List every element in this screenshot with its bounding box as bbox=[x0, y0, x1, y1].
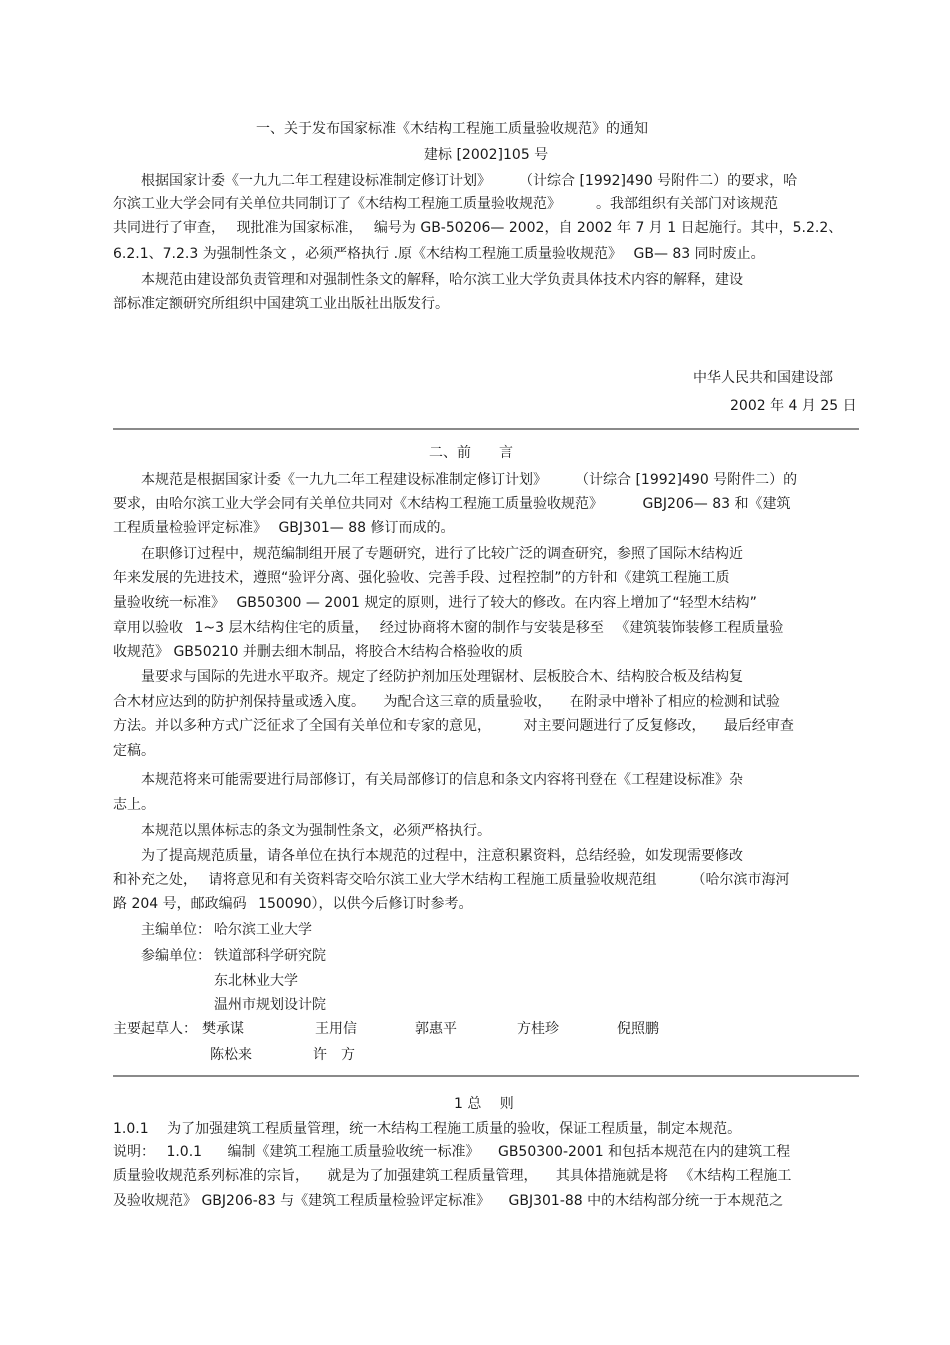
explanation-line: 质量验收规范系列标准的宗旨， 就是为了加强建筑工程质量管理， 其具体措施就是将 《木结构工程施工 bbox=[113, 1168, 792, 1184]
chief-unit-label: 主编单位： bbox=[141, 922, 211, 938]
participating-unit: 东北林业大学 bbox=[214, 973, 298, 989]
preface-paragraph-line: 本规范将来可能需要进行局部修订，有关局部修订的信息和条文内容将刊登在《工程建设标准》杂 bbox=[141, 772, 743, 788]
preface-paragraph-line: 本规范以黑体标志的条文为强制性条文，必须严格执行。 bbox=[141, 823, 491, 839]
clause-1-0-1: 1.0.1 为了加强建筑工程质量管理，统一木结构工程施工质量的验收，保证工程质量，制定本规范。 bbox=[113, 1121, 742, 1137]
general-heading: 1 总 则 bbox=[454, 1096, 514, 1112]
preface-paragraph-line: 和补充之处， 请将意见和有关资料寄交哈尔滨工业大学木结构工程施工质量验收规范组 （哈尔滨市海河 bbox=[113, 872, 790, 888]
preface-paragraph-line: 本规范是根据国家计委《一九九二年工程建设标准制定修订计划》 （计综合 [1992]490 号附件二）的 bbox=[141, 472, 798, 488]
preface-paragraph-line: 要求，由哈尔滨工业大学会同有关单位共同对《木结构工程施工质量验收规范》 GBJ206— 83 和《建筑 bbox=[113, 496, 791, 512]
preface-paragraph-line: 量验收统一标准》 GB50300 — 2001 规定的原则，进行了较大的修改。在内容上增加了“轻型木结构” bbox=[113, 595, 757, 611]
preface-paragraph-line: 工程质量检验评定标准》 GBJ301— 88 修订而成的。 bbox=[113, 520, 455, 536]
explanation-line: 说明： 1.0.1 编制《建筑工程施工质量验收统一标准》 GB50300-2001 和包括本规范在内的建筑工程 bbox=[113, 1144, 791, 1160]
drafter-name: 陈松来 bbox=[210, 1047, 252, 1063]
drafter-name: 许 方 bbox=[313, 1047, 355, 1063]
section-divider bbox=[113, 1075, 859, 1077]
drafter-name: 郭惠平 bbox=[415, 1021, 457, 1037]
preface-paragraph-line: 合木材应达到的防护剂保持量或透入度。 为配合这三章的质量验收， 在附录中增补了相应的检测和试验 bbox=[113, 694, 780, 710]
preface-paragraph-line: 志上。 bbox=[113, 797, 155, 813]
notice-paragraph-line: 6.2.1、7.2.3 为强制性条文 ，必须严格执行 .原《木结构工程施工质量验收规范》 GB— 83 同时废止。 bbox=[113, 246, 765, 262]
notice-paragraph-line: 共同进行了审查， 现批准为国家标准， 编号为 GB-50206— 2002，自 2002 年 7 月 1 日起施行。其中，5.2.2、 bbox=[113, 220, 843, 236]
preface-paragraph-line: 在职修订过程中，规范编制组开展了专题研究，进行了比较广泛的调查研究，参照了国际木结构近 bbox=[141, 546, 743, 562]
preface-paragraph-line: 量要求与国际的先进水平取齐。规定了经防护剂加压处理锯材、层板胶合木、结构胶合板及结构复 bbox=[141, 669, 743, 685]
notice-paragraph-line: 部标准定额研究所组织中国建筑工业出版社出版发行。 bbox=[113, 296, 449, 312]
preface-paragraph-line: 章用以验收 1~3 层木结构住宅的质量， 经过协商将木窗的制作与安装是移至 《建筑装饰装修工程质量验 bbox=[113, 620, 784, 636]
participating-unit: 温州市规划设计院 bbox=[214, 997, 326, 1013]
preface-paragraph-line: 定稿。 bbox=[113, 743, 155, 759]
explanation-line: 及验收规范》 GBJ206-83 与《建筑工程质量检验评定标准》 GBJ301-88 中的木结构部分统一于本规范之 bbox=[113, 1193, 784, 1209]
drafter-name: 樊承谋 bbox=[202, 1021, 244, 1037]
notice-paragraph-line: 本规范由建设部负责管理和对强制性条文的解释，哈尔滨工业大学负责具体技术内容的解释，建设 bbox=[141, 272, 743, 288]
notice-doc-number: 建标 [2002]105 号 bbox=[424, 147, 549, 163]
participating-unit: 铁道部科学研究院 bbox=[214, 948, 326, 964]
notice-paragraph-line: 尔滨工业大学会同有关单位共同制订了《木结构工程施工质量验收规范》 。我部组织有关部门对该规范 bbox=[113, 196, 778, 212]
preface-paragraph-line: 年来发展的先进技术，遵照“验评分离、强化验收、完善手段、过程控制”的方针和《建筑工程施工质 bbox=[113, 570, 730, 586]
notice-issuer: 中华人民共和国建设部 bbox=[693, 370, 833, 386]
preface-heading: 二、前 言 bbox=[429, 445, 513, 461]
preface-paragraph-line: 收规范》 GB50210 并删去细木制品，将胶合木结构合格验收的质 bbox=[113, 644, 523, 660]
section-divider bbox=[113, 428, 859, 430]
drafter-name: 方桂珍 bbox=[517, 1021, 559, 1037]
preface-paragraph-line: 路 204 号，邮政编码 150090），以供今后修订时参考。 bbox=[113, 896, 473, 912]
participating-unit-label: 参编单位： bbox=[141, 948, 211, 964]
drafters-label: 主要起草人： bbox=[113, 1021, 197, 1037]
preface-paragraph-line: 为了提高规范质量，请各单位在执行本规范的过程中，注意积累资料，总结经验，如发现需要修改 bbox=[141, 848, 743, 864]
drafter-name: 王用信 bbox=[315, 1021, 357, 1037]
notice-paragraph-line: 根据国家计委《一九九二年工程建设标准制定修订计划》 （计综合 [1992]490 号附件二）的要求，哈 bbox=[141, 173, 798, 189]
drafter-name: 倪照鹏 bbox=[617, 1021, 659, 1037]
notice-date: 2002 年 4 月 25 日 bbox=[730, 398, 857, 414]
chief-unit: 哈尔滨工业大学 bbox=[214, 922, 312, 938]
preface-paragraph-line: 方法。并以多种方式广泛征求了全国有关单位和专家的意见， 对主要问题进行了反复修改， 最后经审查 bbox=[113, 718, 794, 734]
notice-title: 一、关于发布国家标准《木结构工程施工质量验收规范》的通知 bbox=[256, 121, 648, 137]
